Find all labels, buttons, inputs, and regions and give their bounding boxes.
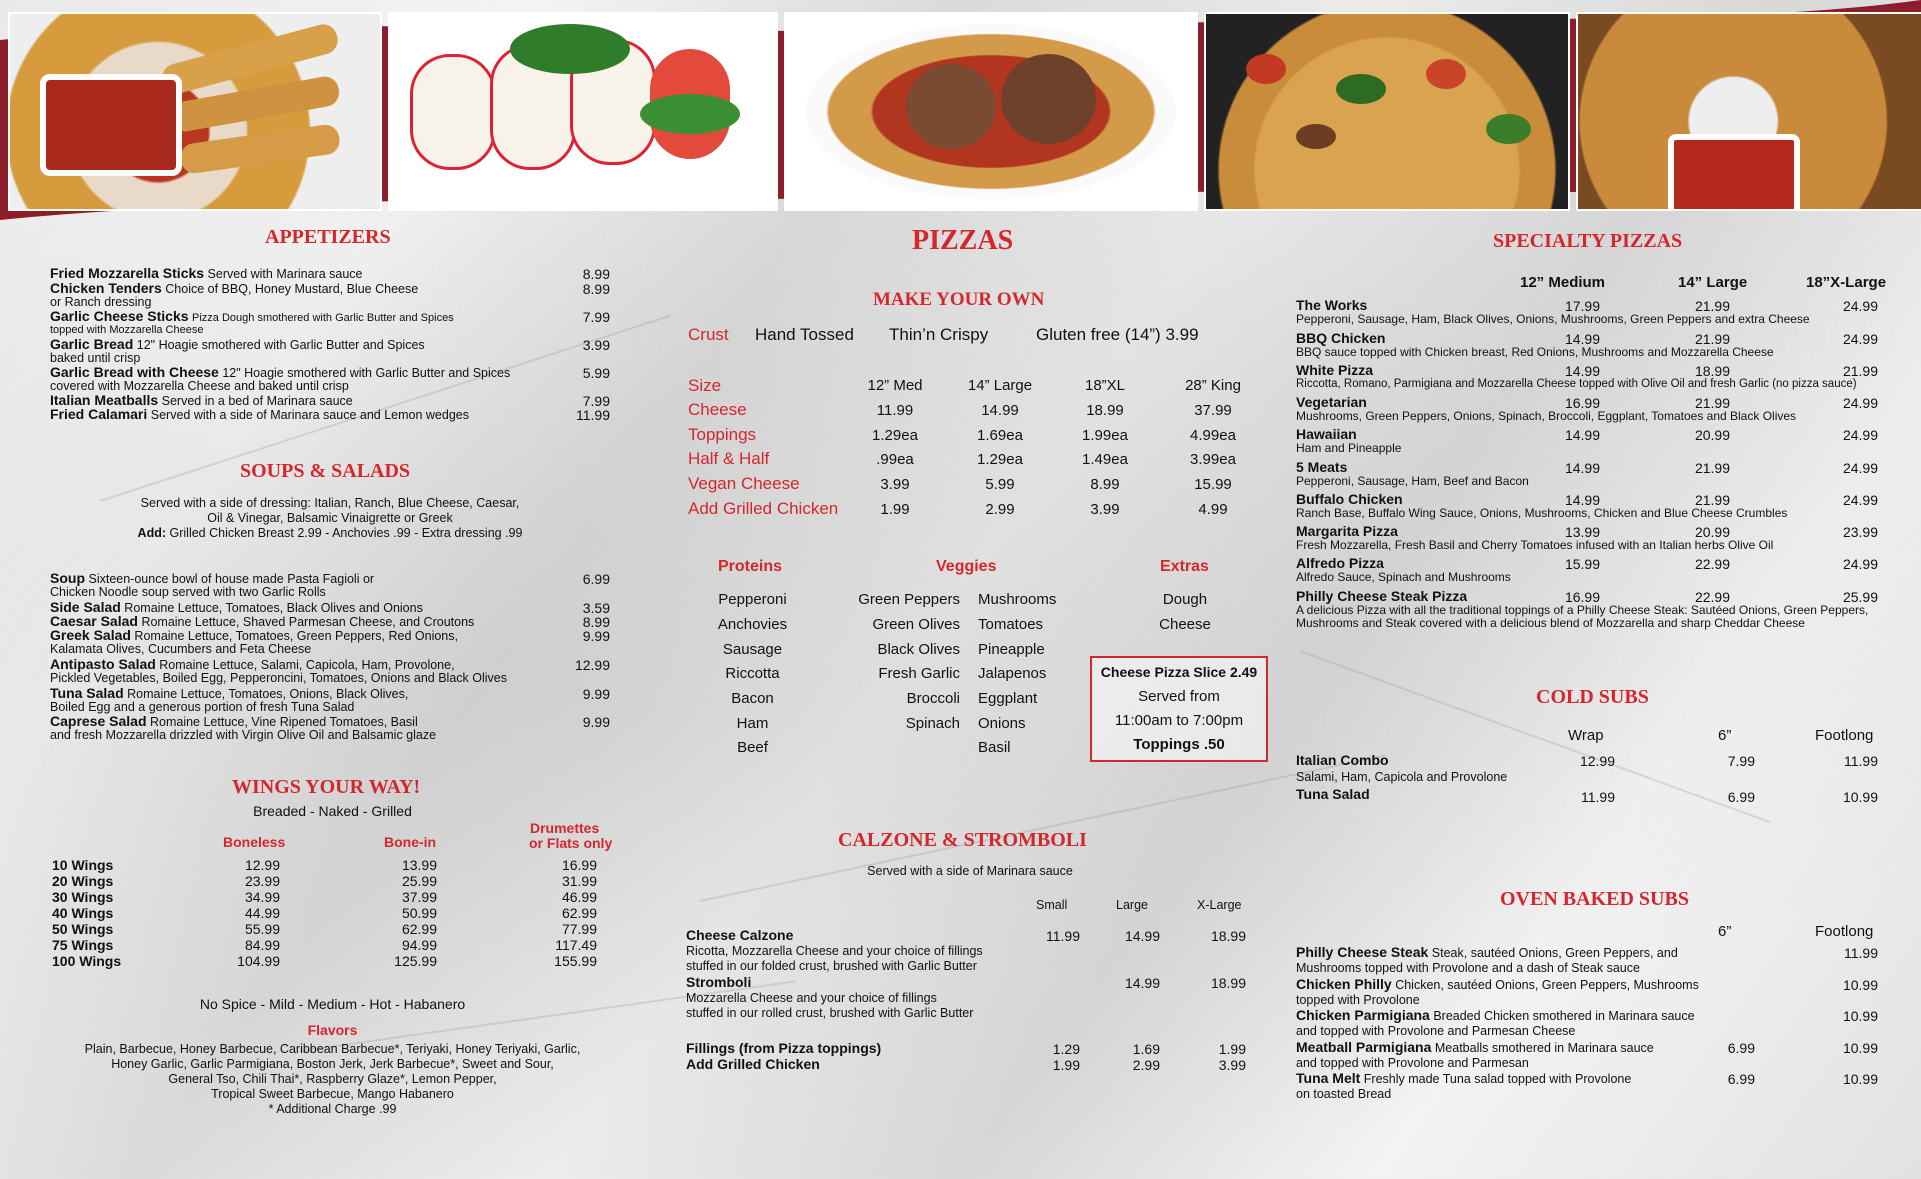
item-name: Alfredo Pizza	[1296, 555, 1384, 571]
item-desc: Pepperoni, Sausage, Ham, Black Olives, Onions, Mushrooms, Green Peppers and extra Cheese	[1296, 312, 1810, 326]
item-name: Chicken Philly	[1296, 976, 1392, 992]
price-large: 18.99	[1694, 363, 1730, 379]
cell: 4.99	[1198, 501, 1228, 518]
price-large: 21.99	[1694, 298, 1730, 314]
cell-boneless: 104.99	[237, 953, 280, 969]
soups-add-line	[0, 526, 660, 541]
item-name: Caprese Salad	[50, 713, 147, 729]
item-desc-2: baked until crisp	[50, 351, 141, 365]
wings-col-drum-2: or Flats only	[529, 835, 613, 851]
item-desc: Chicken, sautéed Onions, Green Peppers, Mushrooms	[1395, 978, 1699, 992]
price-medium: 16.99	[1564, 395, 1600, 411]
item-desc: Mozzarella Cheese and your choice of fillings	[686, 991, 937, 1005]
price-large: 21.99	[1694, 460, 1730, 476]
list-item: Jalapenos	[978, 665, 1047, 682]
row-label: Cheese	[688, 400, 747, 419]
list-item: Fresh Garlic	[878, 665, 960, 682]
price-xlarge: 1.99	[1218, 1041, 1246, 1057]
item-desc: Romaine Lettuce, Vine Ripened Tomatoes, Basil	[149, 715, 418, 729]
item-desc-2: topped with Mozzarella Cheese	[50, 324, 204, 336]
price-xlarge: 21.99	[1842, 363, 1878, 379]
price-medium: 13.99	[1564, 524, 1600, 540]
wings-col-bonein: Bone-in	[384, 834, 437, 850]
soups-heading: SOUPS & SALADS	[240, 460, 411, 482]
item-name: Fillings (from Pizza toppings)	[686, 1040, 882, 1056]
item-name: Tuna Melt	[1296, 1070, 1361, 1086]
item-name: Cheese Calzone	[686, 927, 794, 943]
item-desc: Alfredo Sauce, Spinach and Mushrooms	[1296, 570, 1511, 584]
item-desc: Romaine Lettuce, Tomatoes, Onions, Black Olives,	[127, 687, 409, 701]
soups-intro-2: Oil & Vinegar, Balsamic Vinaigrette or Greek	[207, 511, 453, 525]
crust-option: Hand Tossed	[755, 325, 854, 344]
item-name: Greek Salad	[50, 627, 131, 643]
cell: 18.99	[1086, 402, 1124, 419]
price-six: 7.99	[1727, 753, 1755, 769]
item-price: 7.99	[582, 393, 610, 409]
cell-boneless: 55.99	[244, 921, 280, 937]
item-name: Hawaiian	[1296, 426, 1357, 442]
row-label: 40 Wings	[52, 905, 114, 921]
item-desc: Served with Marinara sauce	[207, 267, 363, 281]
flavors-line: Tropical Sweet Barbecue, Mango Habanero	[211, 1087, 454, 1101]
calzone-heading: CALZONE & STROMBOLI	[838, 829, 1087, 851]
appetizers-heading: APPETIZERS	[265, 226, 391, 248]
item-desc: Ranch Base, Buffalo Wing Sauce, Onions, Mushrooms, Chicken and Blue Cheese Crumbles	[1296, 506, 1788, 520]
col-six: 6”	[1718, 923, 1732, 940]
cell-boneless: 34.99	[244, 889, 280, 905]
cell: 5.99	[985, 476, 1015, 493]
item-desc: Served in a bed of Marinara sauce	[161, 394, 353, 408]
item-desc-2: Boiled Egg and a generous portion of fresh Tuna Salad	[50, 700, 355, 714]
item-price: 12.99	[574, 657, 610, 673]
price-large: 21.99	[1694, 395, 1730, 411]
flavors-note: * Additional Charge .99	[268, 1102, 397, 1116]
item-name: Vegetarian	[1296, 394, 1367, 410]
item-desc-2: on toasted Bread	[1296, 1087, 1392, 1101]
crust-label: Crust	[688, 325, 729, 344]
price-xlarge: 24.99	[1842, 492, 1878, 508]
item-price: 3.59	[582, 600, 610, 616]
price-xlarge: 24.99	[1842, 395, 1878, 411]
cell-drum: 46.99	[561, 889, 597, 905]
item-name: Italian Meatballs	[50, 392, 159, 408]
item-price: 6.99	[582, 571, 610, 587]
price-large: 14.99	[1124, 975, 1160, 991]
price-wrap: 12.99	[1579, 753, 1615, 769]
cell-boneless: 12.99	[244, 857, 280, 873]
wings-col-boneless: Boneless	[223, 834, 286, 850]
cell-drum: 155.99	[554, 953, 597, 969]
list-item: Broccoli	[906, 690, 960, 707]
garlic-knots-photo	[1576, 12, 1921, 211]
item-name: Caesar Salad	[50, 613, 138, 629]
price-footlong: 10.99	[1842, 1008, 1878, 1024]
slice-toppings: Toppings .50	[1133, 736, 1225, 753]
cell: 3.99	[880, 476, 910, 493]
col-wrap: Wrap	[1568, 727, 1604, 744]
cell: 2.99	[985, 501, 1015, 518]
cell-drum: 117.49	[555, 937, 597, 953]
cell: 12” Med	[867, 377, 923, 394]
price-large: 20.99	[1694, 524, 1730, 540]
price-large: 20.99	[1694, 427, 1730, 443]
item-desc: Salami, Ham, Capicola and Provolone	[1296, 770, 1508, 784]
row-label: 20 Wings	[52, 873, 114, 889]
flavors-line: General Tso, Chili Thai*, Raspberry Glaze*, Lemon Pepper,	[168, 1072, 497, 1086]
cell-bonein: 37.99	[401, 889, 437, 905]
add-text: Grilled Chicken Breast 2.99 - Anchovies .99 - Extra dressing .99	[169, 526, 523, 540]
item-desc-2: stuffed in our rolled crust, brushed with Garlic Butter	[686, 1006, 974, 1020]
cell-boneless: 84.99	[244, 937, 280, 953]
list-item: Green Peppers	[858, 591, 960, 608]
cell: 28” King	[1185, 377, 1241, 394]
list-item: Pepperoni	[718, 591, 787, 608]
col-footlong: Footlong	[1815, 727, 1874, 744]
item-desc-2: or Ranch dressing	[50, 295, 152, 309]
price-footlong: 11.99	[1844, 945, 1878, 961]
wings-col-drum: Drumettes	[530, 820, 600, 836]
cell: 37.99	[1194, 402, 1232, 419]
item-name: Add Grilled Chicken	[686, 1056, 820, 1072]
item-desc: Romaine Lettuce, Tomatoes, Green Peppers, Red Onions,	[134, 629, 458, 643]
item-name: Tuna Salad	[50, 685, 124, 701]
cell: 1.29ea	[872, 427, 918, 444]
cell-bonein: 94.99	[401, 937, 437, 953]
cold-subs-heading: COLD SUBS	[1536, 686, 1649, 708]
item-name: Margarita Pizza	[1296, 523, 1398, 539]
item-desc: 12" Hoagie smothered with Garlic Butter and Spices	[136, 338, 425, 352]
list-item: Eggplant	[978, 690, 1038, 707]
item-name: Tuna Salad	[1296, 786, 1370, 802]
item-desc-2: covered with Mozzarella Cheese and baked until crisp	[50, 379, 349, 393]
item-desc: Choice of BBQ, Honey Mustard, Blue Cheese	[165, 282, 419, 296]
item-name: BBQ Chicken	[1296, 330, 1386, 346]
cell: 14.99	[981, 402, 1019, 419]
item-desc: Romaine Lettuce, Salami, Capicola, Ham, Provolone,	[159, 658, 455, 672]
price-medium: 14.99	[1564, 460, 1600, 476]
price-medium: 15.99	[1564, 556, 1600, 572]
item-name: Italian Combo	[1296, 752, 1389, 768]
list-item: Basil	[978, 739, 1011, 756]
cell-boneless: 44.99	[244, 905, 280, 921]
item-price: 8.99	[582, 281, 610, 297]
item-desc: BBQ sauce topped with Chicken breast, Red Onions, Mushrooms and Mozzarella Cheese	[1296, 345, 1774, 359]
cell-drum: 31.99	[561, 873, 597, 889]
proteins-heading: Proteins	[718, 558, 783, 575]
cell-boneless: 23.99	[244, 873, 280, 889]
price-footlong: 10.99	[1842, 1040, 1878, 1056]
col-six: 6”	[1718, 727, 1732, 744]
item-name: Stromboli	[686, 974, 752, 990]
price-large: 21.99	[1694, 492, 1730, 508]
price-xlarge: 23.99	[1842, 524, 1878, 540]
item-desc: 12" Hoagie smothered with Garlic Butter and Spices	[222, 366, 511, 380]
cell: .99ea	[876, 451, 914, 468]
oven-subs-heading: OVEN BAKED SUBS	[1500, 888, 1689, 910]
row-label: Half & Half	[688, 449, 770, 468]
price-six: 6.99	[1727, 789, 1755, 805]
price-footlong: 10.99	[1842, 1071, 1878, 1087]
flavors-line: Honey Garlic, Garlic Parmigiana, Boston Jerk, Jerk Barbecue*, Sweet and Sour,	[111, 1057, 554, 1071]
price-xlarge: 18.99	[1210, 928, 1246, 944]
item-desc-2: and topped with Provolone and Parmesan Cheese	[1296, 1024, 1576, 1038]
col-large: Large	[1116, 898, 1148, 912]
list-item: Bacon	[731, 690, 774, 707]
list-item: Mushrooms	[978, 591, 1057, 608]
slice-title: Cheese Pizza Slice 2.49	[1100, 664, 1258, 680]
flavors-heading: Flavors	[307, 1022, 358, 1038]
item-name: Philly Cheese Steak	[1296, 944, 1429, 960]
price-large: 21.99	[1694, 331, 1730, 347]
list-item: Anchovies	[717, 616, 788, 633]
item-desc: Mushrooms, Green Peppers, Onions, Spinach, Broccoli, Eggplant, Tomatoes and Black Olives	[1296, 409, 1797, 423]
row-label: Size	[688, 376, 722, 395]
item-name: Buffalo Chicken	[1296, 491, 1403, 507]
mozzarella-sticks-photo	[8, 12, 382, 211]
cell: 15.99	[1194, 476, 1232, 493]
spice-levels: No Spice - Mild - Medium - Hot - Habanero	[199, 996, 466, 1012]
row-label: 100 Wings	[52, 953, 122, 969]
item-name: Side Salad	[50, 599, 121, 615]
specialty-heading: SPECIALTY PIZZAS	[1493, 230, 1683, 252]
item-desc: A delicious Pizza with all the traditional toppings of a Philly Cheese Steak: Sautéed Onions, Green Peppers,	[1296, 603, 1869, 617]
price-large: 14.99	[1124, 928, 1160, 944]
list-item: Tomatoes	[978, 616, 1044, 633]
price-xlarge: 24.99	[1842, 427, 1878, 443]
item-desc-2: and topped with Provolone and Parmesan	[1296, 1056, 1529, 1070]
price-six: 6.99	[1727, 1040, 1755, 1056]
flavors-line: Plain, Barbecue, Honey Barbecue, Caribbean Barbecue*, Teriyaki, Honey Teriyaki, Garlic,	[84, 1042, 581, 1056]
row-label: Add Grilled Chicken	[688, 499, 839, 518]
price-large: 2.99	[1132, 1057, 1160, 1073]
item-desc-2: Pickled Vegetables, Boiled Egg, Pepperoncini, Tomatoes, Onions and Black Olives	[50, 671, 507, 685]
price-footlong: 10.99	[1842, 789, 1878, 805]
item-desc: Breaded Chicken smothered in Marinara sauce	[1433, 1009, 1695, 1023]
item-desc: Romaine Lettuce, Tomatoes, Black Olives and Onions	[124, 601, 423, 615]
cell-bonein: 50.99	[401, 905, 437, 921]
list-item: Ham	[736, 715, 769, 732]
list-item: Spinach	[905, 715, 960, 732]
cell: 1.99ea	[1082, 427, 1128, 444]
item-name: Fried Mozzarella Sticks	[50, 265, 205, 281]
add-label: Add:	[137, 526, 167, 540]
item-name: White Pizza	[1296, 362, 1374, 378]
make-your-own-heading: MAKE YOUR OWN	[873, 289, 1045, 310]
row-label: Vegan Cheese	[688, 474, 800, 493]
item-price: 3.99	[582, 337, 610, 353]
spaghetti-meatballs-photo	[784, 12, 1198, 211]
crust-option: Thin’n Crispy	[889, 325, 989, 344]
cell-drum: 77.99	[561, 921, 597, 937]
item-desc-2: Mushrooms topped with Provolone and a dash of Steak sauce	[1296, 961, 1640, 975]
row-label: Toppings	[688, 425, 757, 444]
item-name: Garlic Bread with Cheese	[50, 364, 219, 380]
pizza-photo	[1204, 12, 1570, 211]
list-item: Cheese	[1159, 616, 1211, 633]
item-price: 11.99	[576, 407, 610, 423]
cell: 1.69ea	[977, 427, 1023, 444]
item-price: 9.99	[582, 628, 610, 644]
row-label: 75 Wings	[52, 937, 114, 953]
item-price: 7.99	[582, 309, 610, 325]
price-xlarge: 24.99	[1842, 298, 1878, 314]
item-price: 5.99	[582, 365, 610, 381]
item-name: Soup	[50, 570, 85, 586]
item-name: Antipasto Salad	[50, 656, 156, 672]
item-desc-2: stuffed in our folded crust, brushed with Garlic Butter	[686, 959, 977, 973]
item-name: Chicken Tenders	[50, 280, 162, 296]
item-name: Chicken Parmigiana	[1296, 1007, 1430, 1023]
item-name: Fried Calamari	[50, 406, 148, 422]
veggies-heading: Veggies	[936, 558, 997, 575]
wings-heading: WINGS YOUR WAY!	[232, 776, 421, 798]
slice-hours: 11:00am to 7:00pm	[1114, 712, 1244, 729]
item-price: 9.99	[582, 714, 610, 730]
price-small: 1.99	[1052, 1057, 1080, 1073]
cell: 3.99ea	[1190, 451, 1236, 468]
price-medium: 17.99	[1564, 298, 1600, 314]
item-name: Garlic Cheese Sticks	[50, 308, 189, 324]
item-desc: Served with a side of Marinara sauce and Lemon wedges	[150, 408, 469, 422]
item-desc: Pizza Dough smothered with Garlic Butter and Spices	[192, 312, 454, 324]
price-xlarge: 18.99	[1210, 975, 1246, 991]
pizzas-heading: PIZZAS	[912, 225, 1014, 256]
col-footlong: Footlong	[1815, 923, 1874, 940]
item-desc: Ham and Pineapple	[1296, 441, 1402, 455]
item-desc: Sixteen-ounce bowl of house made Pasta Fagioli or	[88, 572, 375, 586]
item-price: 8.99	[582, 614, 610, 630]
cell: 14” Large	[967, 377, 1033, 394]
item-desc: Meatballs smothered in Marinara sauce	[1434, 1041, 1654, 1055]
row-label: 10 Wings	[52, 857, 114, 873]
cell: 3.99	[1090, 501, 1120, 518]
price-medium: 14.99	[1564, 363, 1600, 379]
price-medium: 14.99	[1564, 331, 1600, 347]
price-wrap: 11.99	[1581, 789, 1615, 805]
price-six: 6.99	[1727, 1071, 1755, 1087]
price-xlarge: 3.99	[1218, 1057, 1246, 1073]
item-name: Meatball Parmigiana	[1296, 1039, 1432, 1055]
row-label: 50 Wings	[52, 921, 114, 937]
price-xlarge: 24.99	[1842, 556, 1878, 572]
cell: 1.29ea	[977, 451, 1023, 468]
item-desc-2: Kalamata Olives, Cucumbers and Feta Cheese	[50, 642, 312, 656]
cell-drum: 16.99	[561, 857, 597, 873]
item-desc: Romaine Lettuce, Shaved Parmesan Cheese, and Croutons	[141, 615, 475, 629]
item-desc: Riccotta, Romano, Parmigiana and Mozzarella Cheese topped with Olive Oil and fresh Garlic (no pizza sauce)	[1296, 378, 1857, 390]
price-large: 1.69	[1132, 1041, 1160, 1057]
list-item: Sausage	[722, 641, 783, 658]
item-price: 9.99	[582, 686, 610, 702]
price-footlong: 10.99	[1842, 977, 1878, 993]
price-medium: 14.99	[1564, 492, 1600, 508]
slice-served: Served from	[1138, 688, 1220, 705]
list-item: Dough	[1162, 591, 1208, 608]
item-desc: Steak, sautéed Onions, Green Peppers, and	[1431, 946, 1678, 960]
item-desc: Pepperoni, Sausage, Ham, Beef and Bacon	[1296, 474, 1529, 488]
cell-drum: 62.99	[561, 905, 597, 921]
price-small: 1.29	[1052, 1041, 1080, 1057]
item-name: Garlic Bread	[50, 336, 134, 352]
crust-option: Gluten free (14”) 3.99	[1036, 325, 1199, 344]
col-small: Small	[1036, 898, 1068, 912]
cell-bonein: 25.99	[401, 873, 437, 889]
slice-special-box	[1090, 656, 1268, 762]
cell: 11.99	[876, 402, 914, 419]
row-label: 30 Wings	[52, 889, 114, 905]
list-item: Onions	[978, 715, 1026, 732]
calzone-intro: Served with a side of Marinara sauce	[867, 864, 1073, 878]
price-medium: 14.99	[1564, 427, 1600, 443]
price-large: 22.99	[1694, 589, 1730, 605]
soups-intro: Served with a side of dressing: Italian, Ranch, Blue Cheese, Caesar,	[140, 496, 520, 510]
item-desc: Fresh Mozzarella, Fresh Basil and Cherry Tomatoes infused with an Italian herbs Olive Oil	[1296, 538, 1774, 552]
wings-styles: Breaded - Naked - Grilled	[253, 803, 412, 819]
cell: 4.99ea	[1190, 427, 1236, 444]
item-desc-2: topped with Provolone	[1296, 993, 1420, 1007]
caprese-photo	[388, 12, 778, 211]
item-desc-2: Mushrooms and Steak covered with a delicious blend of Mozzarella and sharp Cheddar Cheese	[1296, 616, 1805, 630]
col-large: 14” Large	[1678, 274, 1748, 291]
cell: 8.99	[1090, 476, 1120, 493]
col-medium: 12” Medium	[1520, 274, 1606, 291]
extras-heading: Extras	[1160, 558, 1209, 575]
list-item: Pineapple	[978, 641, 1045, 658]
item-desc-2: Chicken Noodle soup served with two Garlic Rolls	[50, 585, 326, 599]
photo-banner	[0, 0, 1921, 225]
price-small: 11.99	[1046, 928, 1080, 944]
price-large: 22.99	[1694, 556, 1730, 572]
price-medium: 16.99	[1564, 589, 1600, 605]
item-price: 8.99	[582, 266, 610, 282]
cell: 18”XL	[1084, 377, 1126, 394]
cell: 1.99	[880, 501, 910, 518]
item-desc-2: and fresh Mozzarella drizzled with Virgin Olive Oil and Balsamic glaze	[50, 728, 437, 742]
item-desc: Ricotta, Mozzarella Cheese and your choice of fillings	[686, 944, 983, 958]
item-name: 5 Meats	[1296, 459, 1348, 475]
price-footlong: 11.99	[1844, 753, 1878, 769]
list-item: Green Olives	[872, 616, 960, 633]
price-xlarge: 25.99	[1842, 589, 1878, 605]
item-name: The Works	[1296, 297, 1368, 313]
list-item: Black Olives	[877, 641, 960, 658]
cell-bonein: 62.99	[401, 921, 437, 937]
cell: 1.49ea	[1082, 451, 1128, 468]
item-name: Philly Cheese Steak Pizza	[1296, 588, 1468, 604]
price-xlarge: 24.99	[1842, 460, 1878, 476]
cell-bonein: 13.99	[401, 857, 437, 873]
item-desc: Freshly made Tuna salad topped with Provolone	[1363, 1072, 1632, 1086]
cell-bonein: 125.99	[394, 953, 437, 969]
col-xlarge: 18”X-Large	[1806, 274, 1887, 291]
price-xlarge: 24.99	[1842, 331, 1878, 347]
list-item: Riccotta	[725, 665, 780, 682]
list-item: Beef	[737, 739, 768, 756]
col-xlarge: X-Large	[1197, 898, 1242, 912]
